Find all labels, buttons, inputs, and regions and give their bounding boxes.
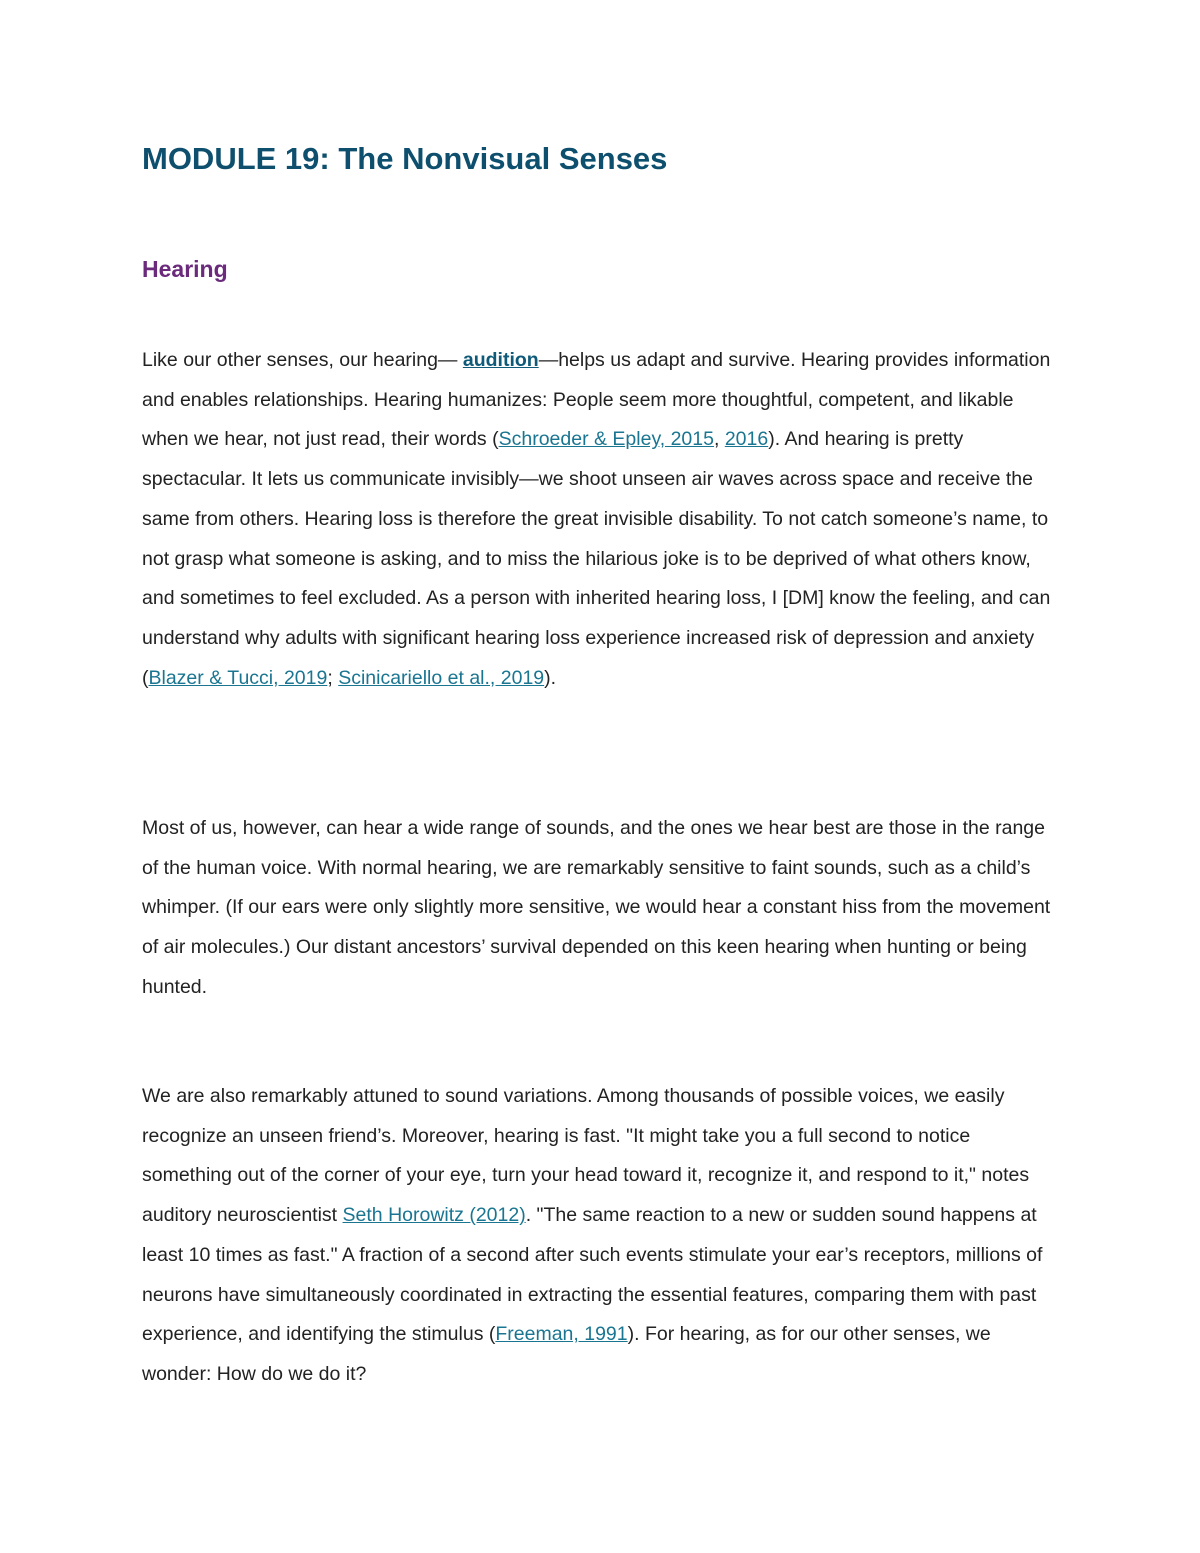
paragraph-3-text: We are also remarkably attuned to sound variations. Among thousands of possible voices, we easily recognize an unseen friend’s. Moreover, hearing is fast. "It might take you a full second to notice something out of the corner of your eye, turn your head toward it, recognize it, and respond to it," notes auditory neuroscientist [142, 1085, 1030, 1227]
paragraph-1-text: ). [544, 666, 557, 689]
citation-link-schroeder-epley-2015[interactable]: Schroeder & Epley, 2015 [498, 428, 714, 451]
citation-link-freeman-1991[interactable]: Freeman, 1991 [495, 1323, 628, 1346]
paragraph-1-text: ). And hearing is pretty spectacular. It lets us communicate invisibly—we shoot unseen air waves across space and receive the same from others. Hearing loss is therefore the great invisible disability. To not catch someone’s name, to not grasp what someone is asking, and to miss the hilarious joke is to be deprived of what others know, and sometimes to feel excluded. As a person with inherited hearing loss, I [DM] know the feeling, and can understand why adults with significant hearing loss experience increased risk of depression and anxiety ( [142, 428, 1051, 689]
paragraph-1-text: Like our other senses, our hearing— [142, 349, 463, 371]
paragraph-3-text: ). For hearing, as for our other senses, we wonder: How do we do it? [142, 1323, 991, 1385]
citation-link-scinicariello-2019[interactable]: Scinicariello et al., 2019 [338, 666, 545, 689]
citation-link-seth-horowitz-2012[interactable]: Seth Horowitz (2012) [342, 1204, 526, 1227]
paragraph-1 [142, 341, 1062, 698]
citation-link-2016[interactable]: 2016 [724, 428, 769, 451]
paragraph-3-text: . "The same reaction to a new or sudden sound happens at least 10 times as fast." A fraction of a second after such events stimulate your ear’s receptors, millions of neurons have simultaneously coordinated in extracting the essential features, comparing them with past experience, and identifying the stimulus ( [142, 1204, 1043, 1346]
paragraph-1-text: , [713, 428, 725, 451]
term-link-audition[interactable]: audition [462, 349, 539, 371]
page-title: MODULE 19: The Nonvisual Senses [142, 141, 668, 176]
paragraph-1-text: —helps us adapt and survive. Hearing provides information and enables relationships. Hearing humanizes: People seem more thoughtful, competent, and likable when we hear, not just read, their words ( [142, 349, 1051, 451]
paragraph-2: Most of us, however, can hear a wide range of sounds, and the ones we hear best are those in the range of the human voice. With normal hearing, we are remarkably sensitive to faint sounds, such as a child’s whimper. (If our ears were only slightly more sensitive, we would hear a constant hiss from the movement of air molecules.) Our distant ancestors’ survival depended on this keen hearing when hunting or being hunted. [142, 817, 1051, 998]
paragraph-3 [142, 1077, 1062, 1395]
section-heading-hearing: Hearing [142, 256, 228, 282]
citation-link-blazer-tucci-2019[interactable]: Blazer & Tucci, 2019 [148, 666, 328, 689]
paragraph-1-text: ; [327, 666, 339, 689]
